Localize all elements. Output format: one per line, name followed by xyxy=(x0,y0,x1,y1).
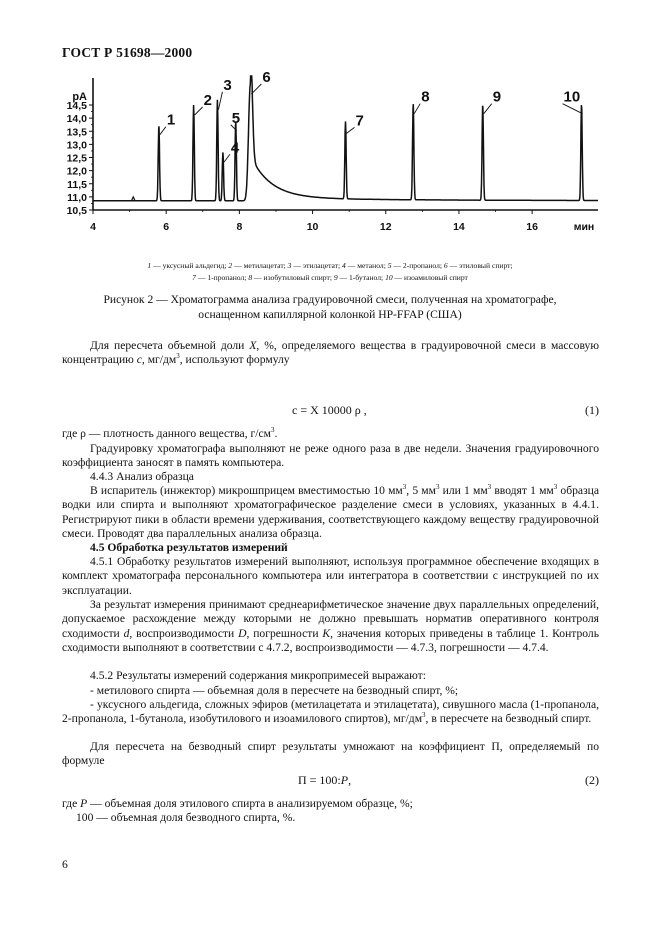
x-tick-label: 8 xyxy=(236,221,243,233)
y-tick-label: 14,5 xyxy=(66,100,87,112)
peak-label: 9 xyxy=(492,88,502,106)
legend-item: 4 — метанол; xyxy=(342,261,388,270)
paragraph-sample-analysis: В испаритель (инжектор) микрошприцем вместимостью 10 $мм^3$, 5 $мм^3$ или 1 $мм^3$ вводят 1 $мм^3$ образца водки или спирта и выполняют хроматографическое разделение смеси в условиях, указанных в 4.4.1. Регистрируют пики в области времени удерживания, соответствующего каждому веществу градуировочной смеси. Проводят два параллельных анализа образца. xyxy=(62,483,600,541)
y-axis-label: pA xyxy=(72,90,87,103)
legend-item: 9 — 1-бутанол; xyxy=(333,273,386,282)
x-tick-label: 14 xyxy=(453,221,465,233)
x-tick-label: 4 xyxy=(90,221,96,233)
formula-1: c = X 10000 ρ , xyxy=(292,403,367,417)
legend-item: 10 — изоамиловый спирт xyxy=(385,273,468,282)
list-item-methanol: - метилового спирта — объемная доля в пересчете на безводный спирт, %; xyxy=(90,684,459,697)
paragraph-result-definition: За результат измерения принимают среднеарифметическое значение двух параллельных определений, допускаемое расхождение между которыми не должно превышать норматив оперативного контроля сходимости d, воспроизводимости D, погрешности K, значения которых приведены в таблице 1. Контроль сходимости выполняют в соответствии с 4.7.2, воспроизводимости — 4.7.3, погрешности — 4.7.4. xyxy=(62,598,600,655)
paragraph-calibration: Градуировку хроматографа выполняют не реже одного раза в две недели. Значения градуировочного коэффициента заносят в память компьютера. xyxy=(62,442,599,470)
y-tick-label: 12,5 xyxy=(66,152,87,165)
section-4-5-heading: 4.5 Обработка результатов измерений xyxy=(90,541,288,554)
legend-item: 7 — 1-пропанол; xyxy=(192,273,249,282)
x-tick-label: 6 xyxy=(163,221,170,233)
peak-leader-line xyxy=(347,127,355,133)
formula-1-number: (1) xyxy=(585,403,599,417)
formula-2: П = 100:P, xyxy=(298,773,352,787)
chromatogram-trace xyxy=(93,76,598,201)
caption-line-1: Рисунок 2 — Хроматограмма анализа градуировочной смеси, полученная на хроматографе, xyxy=(103,293,557,306)
peak-label: 4 xyxy=(230,139,240,157)
legend-item: 1 — уксусный альдегид; xyxy=(147,261,229,270)
y-tick-label: 13,0 xyxy=(66,139,87,152)
peak-leader-line xyxy=(218,92,222,110)
peak-leader-line xyxy=(160,127,166,135)
paragraph-4-5-1: 4.5.1 Обработку результатов измерений выполняют, используя программное обеспечение входящих в комплект хроматографа персонального компьютера или интегратора в соответствии с инструкцией по их эксплуатации. xyxy=(62,555,599,597)
page-number: 6 xyxy=(62,858,68,871)
legend-item: 8 — изобутиловый спирт; xyxy=(248,273,334,282)
peak-label: 6 xyxy=(262,69,271,86)
formula-2-number: (2) xyxy=(585,773,599,787)
paragraph-anhydrous: Для пересчета на безводный спирт результаты умножают на коэффициент П, определяемый по формуле xyxy=(62,740,599,768)
list-item-impurities: - уксусного альдегида, сложных эфиров (метилацетата и этилацетата), сивушного масла (1-пропанола, 2-пропанола, 1-бутанола, изобутилового и изоамилового спиртов), $мг/дм^3$, в пересчете на безводный спирт. xyxy=(62,698,599,726)
peak-leader-line xyxy=(195,107,203,115)
x-tick-label: 12 xyxy=(379,221,392,233)
peak-label: 10 xyxy=(563,88,581,106)
peak-label: 2 xyxy=(203,92,212,109)
peak-label: 3 xyxy=(223,76,232,94)
legend-item: 6 — этиловый спирт; xyxy=(443,261,513,270)
peak-label: 5 xyxy=(231,109,241,127)
x-tick-label: 10 xyxy=(306,221,319,233)
section-4-4-3: 4.4.3 Анализ образца xyxy=(90,470,194,483)
y-tick-label: 11,5 xyxy=(67,178,87,191)
paragraph-100: 100 — объемная доля безводного спирта, %. xyxy=(76,811,296,824)
y-tick-label: 14,0 xyxy=(66,113,87,126)
paragraph-density: где ρ — плотность данного вещества, $г/см^3$. xyxy=(62,426,278,440)
paragraph-where-p: где P — объемная доля этилового спирта в анализируемом образце, %; xyxy=(62,797,413,810)
y-tick-label: 13,5 xyxy=(66,126,87,139)
peak-leader-line xyxy=(224,154,230,162)
peak-label: 7 xyxy=(355,112,364,130)
legend-item: 2 — метилацетат; xyxy=(228,261,288,270)
peak-label: 1 xyxy=(166,111,176,129)
y-tick-label: 11,0 xyxy=(67,191,87,204)
paragraph-conversion: Для пересчета объемной доли X, %, определяемого вещества в градуировочной смеси в массовую концентрацию c, $мг/дм^3$, используют формулу xyxy=(62,339,599,367)
peak-leader-line xyxy=(414,104,420,114)
peak-leader-line xyxy=(484,104,492,114)
y-tick-label: 10,5 xyxy=(66,205,87,217)
chart-legend xyxy=(80,260,580,284)
peak-label: 8 xyxy=(421,88,430,106)
x-axis-label: мин xyxy=(573,221,595,233)
legend-item: 5 — 2-пропанол; xyxy=(387,261,444,270)
legend-item: 3 — этилацетат; xyxy=(287,261,343,270)
document-header: ГОСТ Р 51698—2000 xyxy=(62,45,193,60)
chromatogram-chart xyxy=(0,0,661,260)
y-tick-label: 12,0 xyxy=(66,165,87,178)
paragraph-4-5-2: 4.5.2 Результаты измерений содержания микропримесей выражают: xyxy=(90,669,426,682)
caption-line-2: оснащенном капиллярной колонкой HP-FFAP (США) xyxy=(198,308,462,321)
figure-caption xyxy=(70,292,590,322)
x-tick-label: 16 xyxy=(526,221,538,233)
